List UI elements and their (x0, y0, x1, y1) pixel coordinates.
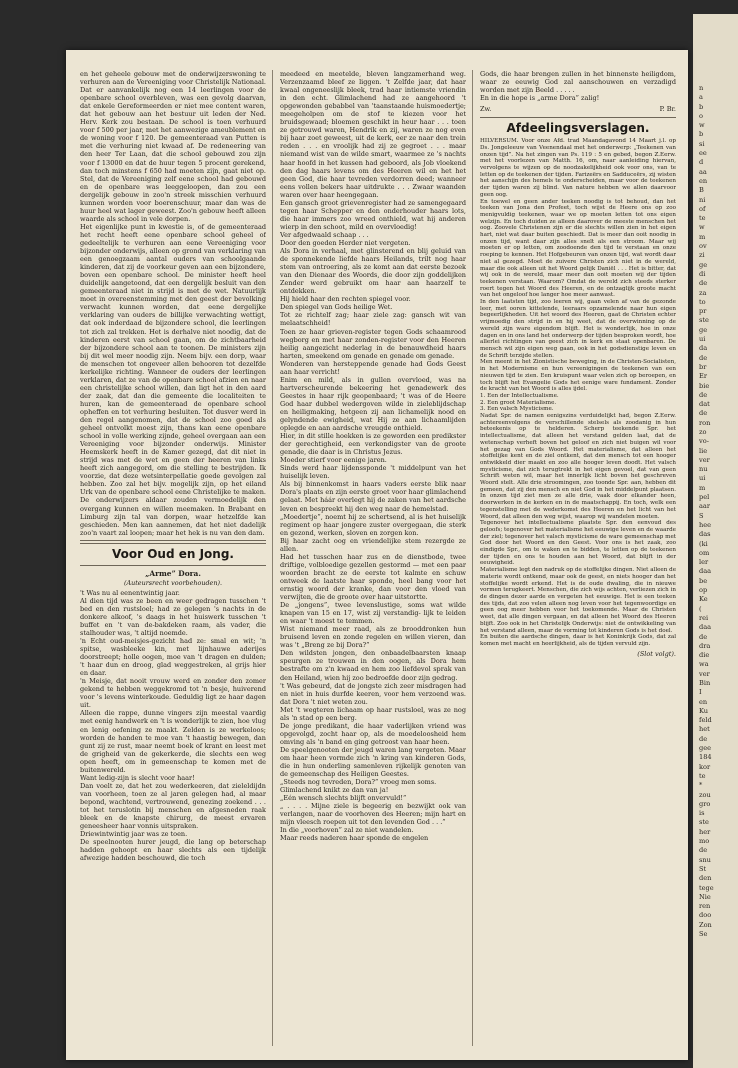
adjacent-fragment: het (699, 725, 710, 734)
report-body: HILVERSUM. Voor onze Afd. trad Maandagavond 14 Maart j.l. op Ds. Jongeleeuw van Veenendaal met het onderwerp: „Teekenen van onzen tijd”. Na het zingen van Ps. 119 : 5 en gebed, begon Z.Eerw. met het voorlezen van Matth. 16, om, naar aanleiding hiervan, vervolgens te wijzen op de noodzakelijkheid ook voor ons, van te letten op de teekenen der tijden. Farizeërs en Sadduceërs, zij wisten het aanschijn des hemels te onderscheiden, maar voor de teekenen der tijden waren zij blind. Van nature hebben we allen daarvoor geen oog. En toewel en geen ander teeken noodig is tot behoud, dan het teeken van Jona den Profeet, toch wijst de Heere ons op zoo menigvuldig teekenen, waar we op moeten letten tot ons eigen welzijn. En toch duiden ze alleen daarover de meeste menschen het oog. Zoovele Christenen zijn er die slechts willen zien in het eigen hart, niet wat daar buiten geschiedt. Dat is meer dan ooit noodig in onzen tijd, want daar zijn alles snelt als een stroom. Maar wij moeten er op letten, om zoodoende den tijd te verstaan en onze roeping te kennen. Het Hofgebeuren van onzen tijd, wat wordt daar niet al gezegd. Moet de zuivere Christen zich niet in de wereld, maar die ook alleen uit het Woord gelijk Daniël . . . Het is bitter, dat wij ook in de wereld, maar meer dan ooit moeten wij der tijden teekenen verstaan. Waarom? Omdat de wereld zich steeds sterker roert tegen het Woord des Heeren, en de ontzaglijk groote macht van het ongeloof hoe langer hoe meer aanwast. In den laatsten tijd, zoo leeren wij, gaan velen af van de gezonde leer, met ooren kittelende, leeraars opzamelende naar hun eigen begeerlijkheden. Uit het woord des Heeren, gaat de Christen echter vrijmoedig den strijd in en hij weet, dat de overwinning op de wereld zijn ware eigendom blijft. Het is wonderlijk, hoe in onze dagen en in ons land het onderwerp der tijden besproken wordt, hoe allerlei richtingen van geest zich in kerk en staat openbaren. De mensch wil zijn eigen weg gaan, ook in het godsdienstige leven en de Schrift terzijde stellen. Men meent in het Zionistische beweging, in de Christen-Socialisten, in het Modernisme en hun vereenigingen de teekenen van een nieuwen tijd te zien. Een kruispunt waar velen zich op beroepen, en toch blijft het Evangelie Gods het eenige ware fundament. Zonder de kracht van het Woord is alles ijdel. 1. Een der Intellectualisme. 2. Een groot Materialisme. 3. Een valsch Mysticisme. Nadat Spr. de namen eenigszins verduidelijkt had, begon Z.Eerw. achtereenvolgens de verschillende stelsels als zoodanig in hun beteekenis op te helderen. Scherp teekende Spr. het intellectualisme, dat alleen het verstand gelden laat, dat de wetenschap verheft boven het geloof en zich niet buigen wil voor het gezag van Gods Woord. Het materialisme, dat alleen het stoffelijke kent en de ziel ontkent, dat den mensch tot een hooger ontwikkeld dier maakt en zoo alle hooger leven doodt. Het valsch mysticisme, dat zich terugtrekt in het eigen gevoel, dat van geen Schrift weten wil, maar het innerlijk licht boven het geschreven Woord stelt. Alle drie stroomingen, zoo toonde Spr. aan, hebben dit gemeen, dat zij den mensch en niet God in het middelpunt plaatsen. In onzen tijd ziet men ze alle drie, vaak door elkander heen, doorwerken in de kerken en in de maatschappij. En toch, welk een tegenstelling met de wederkomst des Heeren en het licht van het Woord, dat alleen den weg wijst, waarop wij wandelen moeten. Tegenover het intellectualisme plaatste Spr. den eenvoud des geloofs; tegenover het materialisme het eeuwige leven en de waarde der ziel; tegenover het valsch mysticisme de ware gemeenschap met God door het Woord en den Geest. Voor ons is het zaak, zoo eindigde Spr., om te waken en te bidden, te letten op de teekenen der tijden en ons te houden aan het Woord, dat blijft in der eeuwigheid. Materialisme legt den nadruk op de stoffelijke dingen. Niet alleen de materie wordt ontkend, maar ook de geest, en niets hooger dan het stoffelijke wordt erkend. Het is de oude dwaling, die in nieuwe vormen terugkeert. Menschen, die zich wijs achten, verliezen zich in de dingen dezer aarde en vergeten het eeuwige. Het is een teeken des tijds, dat zoo velen alleen nog leven voor het tegenwoordige en geen oog meer hebben voor het toekomende. Maar de Christen weet, dat alle dingen vergaan, en dat alleen het Woord des Heeren blijft. Zoo ook in het Christelijk Onderwijs: niet de ontwikkeling van het verstand alleen, maar de vorming tot kinderen Gods is het doel. En buiten die aardsche dingen, daar is het Koninkrijk Gods, dat zal komen met macht en heerlijkheid, als de tijden vervuld zijn. (480, 138, 676, 647)
adjacent-fragment: de (699, 353, 708, 362)
story-title: „Arme” Dora. (145, 568, 201, 578)
adjacent-fragment: (ki (699, 539, 708, 548)
adjacent-fragment: de (699, 734, 708, 743)
adjacent-fragment: dra (699, 641, 711, 650)
adjacent-fragment: Nie (699, 892, 711, 901)
column-rule (272, 70, 273, 1046)
adjacent-page-edge (693, 14, 738, 1068)
adjacent-fragment: da (699, 344, 708, 353)
adjacent-fragment: om (699, 548, 710, 557)
adjacent-fragment: m (699, 232, 706, 241)
adjacent-fragment: daa (699, 623, 712, 632)
adjacent-fragment: d (699, 158, 704, 167)
adjacent-fragment: b (699, 130, 704, 139)
adjacent-fragment: her (699, 827, 711, 836)
adjacent-fragment: rei (699, 613, 709, 622)
adjacent-fragment: to (699, 297, 706, 306)
adjacent-fragment: op (699, 586, 708, 595)
adjacent-fragment: ni (699, 195, 706, 204)
signature-right: P. Br. (659, 105, 676, 114)
story-continuation: meedeed en meetelde, bleven langzamerhand weg. Verzenzaamd bleef ze liggen. 't Zelfde jaar, dat haar kwaal ongeneeslijk bleek, trad haar intiemste vriendin in den echt. Glimlachend had ze aangehoord 't opgewonden gebabbel van 'taanstaande huismoedertje; meegeholpen om de stof te kiezen voor het bruidsgewaad; bloemen geschikt in heur haar . . . toen ze getrouwd waren, Hendrik en zij, waren ze nog even bij haar zoet geweest, uit de kerk, eer ze naar den trein reden . . . en vroolijk had zij ze gegroet . . . maar niemand wist van de wilde smart, waarmee ze 's nachts haar hoofd in het kussen had geboord, als Job vloekend den dag haars levens om des Heeren wil en het het geen God, die haar tevreden verdorren deed; wanneer eens vollen bekers haar uitdrukte . . . Zwaar waanden waren over haar heengegaan. Een gansch groot grievenregister had ze samengegaard tegen haar Schepper en den onderhouder haars lots, die haar immers zoo wreed onthield, wat hij anderen wierp in den schoot, mild en overvloedig! Ver afgedwaald schaap . . . Door den goeden Herder niet vergeten. Als Dora in verhaal, met glinsterend en blij geluid van de sponnekende liefde haars Heilands, trilt nog haar stem van ontroering, als ze komt aan dat eerste bezoek van den Dienaar des Woords, die door zijn goddelijken Zender werd gebruikt om haar aan haarzelf te ontdekken. Hij hield haar den rechten spiegel voor. Den spiegel van Gods heilige Wet. Tot ze richtelf zag; haar ziele zag: gansch wit van melaatschheid! Toen ze haar grieven-register tegen Gods schaamrood wegborg en met haar zonden-register voor den Heeren heilig aangezicht nederlag in de benauwdheid haars harten, smeekend om genade en genade om genade. Wonderen van hersteppende genade had Gods Geest aan haar verricht! Enim en mild, als in gullen overvloed, was na hartverscheurende bekeering het genadewerk des Geestes in haar rijk geopenbaard; 't was of de Heere God haar dubbel wedergoven wilde in zieleblijdschap en heiligmaking, hetgeen zij aan lichamelijk nood en gelyndende ewigheid, wat Hij ze aan lichaamlijden oplegde en aan aardsche vreugde onthield. Hier, in dit stille hoekken is ze geworden een predikster der gerechtigheid, een verkondigster van de groote genade, die daar is in Christus Jezus. Moeder stierf voor eenige jaren. Sinds werd haar lijdenssponde 't middelpunt van het huiselijk leven. Als bij binnenkomst in haars vaders eerste blik naar Dora's plaats en zijn eerste groet voor haar glimlachend gelaat. Met háár overlegt hij de zaken van het aardsche leven en bespreekt hij den weg naar de hemelstad. „Moedertje”, noemt hij ze schertsend, al is het huiselijk regiment op haar jongere zuster overgegaan, die sterk en gezond, werken, sloven en zorgen kon. Bij haar zacht oog en vriendelijke stem rezergde ze allen. Had het tusschen haar zus en de dienstbode, twee driftige, volbloedige gezellen gestormd — met een paar woorden bracht ze de eerste tot kalmte en schuw ontweek de laatste haar sponde, heel bang voor het ernstig woord der kranke, dan voor den vloed van verwijten, die de groote over haar uitstortte. De „jongens”, twee levenslustige, soms wat wilde knapen van 15 en 17, wist zij verstandig- lijk te leiden en waar 't moest te temmen. Wist niemand meer raad, als ze brooddronken hun bruisend leven en zonde regelen en willen vieren, dan was 't „Breng ze bij Dora?” Den wildsten jongen, den onbaadelbaarsten knaap speurgen ze trouwen in den oogen, als Dora hem bestrafte om z'n kwaad en hem zoo liefdevol sprak van den Heiland, wien hij zoo bedroefde door zijn gedrag. 't Was gebeurd, dat de jongste zich zeer misdragen had en niet in huis durfde keeren, voor hem verzoend was. dat Dora 't niet weten zou. Met 't wegteren lichaam op haar rustsloel, was ze nog als 'n stad op een berg. De jonge predikant, die haar vaderlijken vriend was opgevolgd, zocht haar op, als de moedeloosheid hem omving als 'n band en ging getroost van haar heen. De speelgenooten der jeugd waren lang vergeten. Maar om haar heen vormde zich 'n kring van kinderen Gods, die in hun onderling samenleven rijkelijk genoten van de gemeenschap des Heiligen Geestes. „Steeds nog tevreden, Dora?” vroeg men soms. Glimlachend knikt ze dan van ja! „Eén wensch slechts blijft onvervuld!” „ . . . . Mijne ziele is begeerig en bezwijkt ook van verlangen, naar de voorhoven des Heeren; mijn hart en mijn vleesch roepen uit tot den levenden God . . .” In die „voorhoven” zal ze niet wandelen. Maar reeds naderen haar sponde de engelen (280, 70, 466, 843)
adjacent-fragment: lie (699, 446, 708, 455)
article-continuation: en het geheele gebouw met de onderwijzerswoning te verhuren aan de Vereeniging voor Christelijk Nationaal. Dat er aanvankelijk nog een 14 leerlingen voor de openbare school overbleven, was een gevolg daarvan, dat enkele Gereformeerden er niet mee content waren, dat het gebouw aan het bestuur uit leden der Ned. Herv. Kerk zou bestaan. De school is toen verhuurd voor f 500 per jaar, met het aanwezige ameublement en de woning voor f 120. De gemeenteraad van Putten is met die verhuring niet kwaad af. De redeneering van den heer Ter Laan, dat die school gebouwd zou zijn voor f 13000 en dat de huur tegen 5 procent gerekend, dan toch minstens f 650 had moeten zijn, gaat niet op. Stel, dat de Vereeniging zelf eene school had gebouwd en de openbare was leeggeloopen, dan zou een dergelijk gebouw in zoo'n streek misschien verhuurd kunnen worden voor boerenschuur, maar dan was de huur heel wat lager geweest. Zoo'n gebouw heeft alleen waarde als school in vele dorpen. Het eigenlijke punt in kwestie is, of de gemeenteraad het recht heeft eene openbare school geheel of gedeeltelijk te verhuren aan eene Vereeniging voor bijzonder onderwijs, alleen op grond van verklaring van een genoegzaam aantal ouders van schoolgaande kinderen, dat zij de voorkeur geven aan een bijzondere, boven een openbare school. De minister heeft heel duidelijk aangetoond, dat een dergelijk besluit van den gemeenteraad niet in strijd is met de wet. Natuurlijk moet in overeenstemming met den geest der bevolking verwacht kunnen worden, dat eene dergelijke verklaring van ouders de billijke verwachting wettigt, dat ook inderdaad de bijzondere school, die leerlingen tot zich zal trekken. Het is derhalve niet noodig, dat de kinderen eerst van school gaan, om de zichtbaarheid der bijzondere school aan te toonen. De ministers zijn bij dit wel meer noodig zijn. Neem bijv. een dorp, waar de menschen tot ongeveer allen behooren tot dezelfde kerkelijke richting. Wanneer de ouders der leerlingen verklaren, dat ze van de openbare school afzien en naar een christelijke school willen, dan ligt het in den aard der zaak, dat dan die gemeente die localiteiten te huren, kan de gemeenteraad de openbare school opheffen en tot verhuring besluiten. Tot dusver werd in den regel aangenomen, dat de school zoo goed als geheel ontvolkt moest zijn, thans kan eene openbare school in volle werking zijnde, geheel overgaan aan een Vereeniging voor bijzonder onderwijs. Minister Heemskerk heeft in de Kamer gezegd, dat dit niet in strijd was met de wet en geen der heeren van links heeft zich aangegord, om die stelling te bestrijden. Ik voorzie, dat deze wetsinterpellatie goede gevolgen zal hebben. Zoo zal het bijv. mogelijk zijn, op het eiland Urk van de openbare school eene Christelijke te maken. De onderwijzers aldaar zouden vermoedelijk den overgang kunnen en willen meemaken. In Brabant en Limburg zijn tal van dorpen, waar hetzelfde kan geschieden. Men kan aannemen, dat het niet dadelijk zoo'n vaart zal loopen; maar het hek is nu van den dam. (80, 70, 266, 537)
adjacent-fragment: vo- (699, 437, 709, 446)
adjacent-fragment: is (699, 809, 705, 818)
adjacent-fragment: dat (699, 400, 710, 409)
adjacent-fragment: Ke (699, 595, 708, 604)
adjacent-fragment: ron (699, 418, 711, 427)
adjacent-fragment: ste (699, 316, 709, 325)
newspaper-page (66, 50, 688, 1060)
column-rule (472, 70, 473, 1046)
adjacent-fragment: ui (699, 335, 706, 344)
adjacent-fragment: daa (699, 567, 712, 576)
adjacent-fragment: en (699, 176, 708, 185)
adjacent-fragment: de (699, 846, 708, 855)
adjacent-fragment: gro (699, 799, 711, 808)
story-signature (480, 105, 676, 113)
adjacent-fragment: Se (699, 930, 708, 939)
adjacent-fragment: ver (699, 455, 710, 464)
column-1 (80, 70, 266, 1046)
adjacent-fragment: St (699, 864, 707, 873)
adjacent-fragment: ( (699, 604, 702, 613)
heading-underline (80, 565, 266, 566)
adjacent-fragment: de (699, 632, 708, 641)
adjacent-fragment: of (699, 204, 706, 213)
adjacent-fragment: ste (699, 818, 709, 827)
adjacent-fragment: hee (699, 520, 712, 529)
section-divider (480, 117, 676, 118)
section-divider (80, 540, 266, 544)
adjacent-fragment: ren (699, 902, 711, 911)
adjacent-fragment: w (699, 121, 705, 130)
adjacent-fragment: bie (699, 381, 710, 390)
adjacent-fragment: ge (699, 260, 708, 269)
adjacent-fragment: ui (699, 474, 706, 483)
adjacent-fragment: pel (699, 493, 710, 502)
adjacent-fragment: di (699, 269, 706, 278)
adjacent-fragment: wa (699, 660, 709, 669)
adjacent-fragment: 184 (699, 753, 712, 762)
adjacent-fragment: aa (699, 167, 707, 176)
adjacent-fragment: n (699, 84, 704, 92)
adjacent-fragment: de (699, 409, 708, 418)
adjacent-fragment: feld (699, 716, 712, 725)
adjacent-fragment: nu (699, 465, 708, 474)
adjacent-fragment: aar (699, 502, 711, 511)
column-2 (280, 70, 466, 1046)
adjacent-fragment: o (699, 111, 703, 120)
adjacent-fragment: Zon (699, 920, 712, 929)
adjacent-fragment: de (699, 390, 708, 399)
section-heading-afdeelingsverslagen: Afdeelingsverslagen. (506, 121, 650, 136)
adjacent-fragment: w (699, 223, 705, 232)
adjacent-fragment: br (699, 362, 707, 371)
adjacent-fragment: zo (699, 427, 707, 436)
story-ending: Gods, die haar brengen zullen in het binnenste heiligdom, waar ze eeuwig God zal aanschouwen en verzadigd worden met zijn Beeld . . . . . En in die hope is „arme Dora” zalig! (480, 70, 676, 103)
adjacent-fragment: pr (699, 307, 707, 316)
to-be-continued: (Slot volgt). (637, 649, 676, 658)
adjacent-fragment: za (699, 288, 707, 297)
adjacent-fragment: ver (699, 669, 710, 678)
adjacent-fragment: kor (699, 762, 711, 771)
adjacent-fragment: mo (699, 837, 710, 846)
adjacent-fragment: das (699, 530, 711, 539)
adjacent-fragment: te (699, 771, 706, 780)
adjacent-fragment: die (699, 651, 710, 660)
adjacent-fragment: * (699, 781, 703, 790)
adjacent-fragment: de (699, 279, 708, 288)
adjacent-fragment: ge (699, 325, 708, 334)
adjacent-fragment: m (699, 483, 706, 492)
section-heading-oud-en-jong: Voor Oud en Jong. (112, 546, 234, 561)
adjacent-fragment: tege (699, 883, 714, 892)
adjacent-fragment: ov (699, 242, 707, 251)
adjacent-fragment: snu (699, 855, 711, 864)
adjacent-fragment: a (699, 93, 703, 102)
adjacent-fragment: Er (699, 372, 707, 381)
adjacent-fragment: den (699, 874, 712, 883)
adjacent-page-fragments (699, 84, 738, 939)
adjacent-fragment: doo (699, 911, 712, 920)
adjacent-fragment: gee (699, 744, 712, 753)
column-3 (480, 70, 676, 1046)
adjacent-fragment: zou (699, 790, 711, 799)
adjacent-fragment: Bin (699, 679, 711, 687)
adjacent-fragment: Ku (699, 706, 709, 715)
adjacent-fragment: en (699, 697, 708, 706)
adjacent-fragment: ler (699, 558, 709, 567)
adjacent-fragment: be (699, 576, 708, 585)
adjacent-fragment: si (699, 139, 705, 148)
adjacent-fragment: zi (699, 251, 705, 260)
adjacent-fragment: b (699, 102, 704, 111)
signature-left: Zw. (480, 105, 492, 114)
adjacent-fragment: te (699, 214, 706, 223)
adjacent-fragment: ee (699, 149, 707, 158)
adjacent-fragment: S (699, 511, 704, 520)
story-body: 't Was nu al eenentwintig jaar. Al dien tijd was ze been en weer gedragen tusschen 't bed en den rustsloel; had ze gelegen 's nachts in de donkere alkoof, 's daags in het huiswerk tusschen 't buffet en 't van de-bakdeken raam, als vader, die stalhouder was, 't altijd noemde. 'n Echt oud-meisjes-gezicht had ze: smal en wit; 'n spitse, wasbleeke kin, met lijnhauwe aderijes doorstreept; holle oogen, moe van 't dragen en dulden; 't haar dun en droog, glad weggestreken, al grijs hier en daar. 'n Meisje, dat nooit vrouw werd en zonder den zomer gekend te hebben weggekromd tot 'n besje, huiverend voor 's levens winterkoude. Geduldig ligt ze haar dagen uit. Alleen die rappe, dunne vingers zijn meestal vaardig met eenig handwerk en 't is wonderlijk te zien, hoe vlug en lenig oefening ze maakt. Zelden is ze werkeloos; worden de handen te moe van 't haastig bewegen, dan gunt zij ze rust, maar neemt boek of krant en leest met de grigheid van de gekerkerde, die slechts een weg open heeft, om in gemeenschap te komen met de buitenwereld. Want ledig-zijn is slecht voor haar! Dan voelt ze, dat het zou wederkeeren, dat zieleldijdn van voorheen, toen ze al jaren gelegen had, al maar bepond, wachtend, vertrouwend, genezing zoekend . . . tot het teruslotin bij menschen en afgesneden raak bleek en de knapste chirurg, de meest ervaren geneesheer haar vonnis uitspraken. Driewintwintig jaar was ze toen. De speelnooten hurer jeugd, die lang op beterschap hadden gehoopt en haar slechts als een tijdelijk afwezige hadden beschouwd, die toch (80, 588, 266, 863)
copyright-note: (Auteursrecht voorbehouden). (124, 578, 222, 587)
adjacent-fragment: I (699, 688, 702, 697)
adjacent-fragment: B (699, 186, 704, 195)
